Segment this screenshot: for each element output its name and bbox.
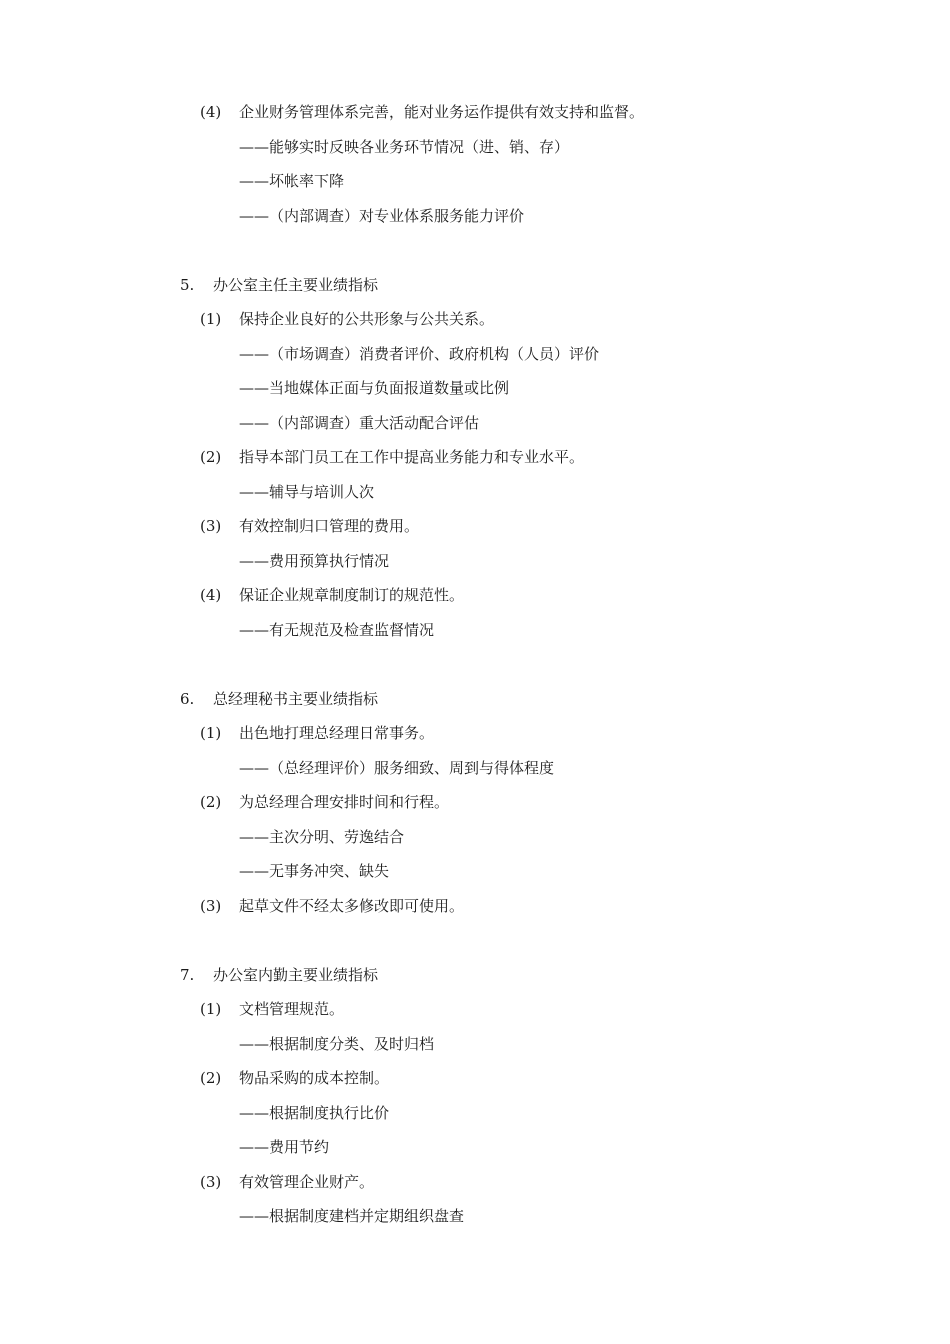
item-number: (2)	[200, 793, 222, 811]
item-number: (2)	[200, 448, 222, 466]
section-title: 办公室主任主要业绩指标	[213, 276, 379, 294]
sub-item: ——根据制度建档并定期组织盘查	[239, 1207, 465, 1225]
sub-item: ——费用预算执行情况	[239, 552, 390, 570]
section-number: 6.	[180, 690, 195, 708]
sub-item: ——能够实时反映各业务环节情况（进、销、存）	[239, 138, 570, 156]
sub-item: ——根据制度执行比价	[239, 1104, 390, 1122]
sub-item: ——主次分明、劳逸结合	[239, 828, 405, 846]
section-title: 办公室内勤主要业绩指标	[213, 966, 379, 984]
item-number: (3)	[200, 517, 222, 535]
sub-item: ——（内部调查）对专业体系服务能力评价	[239, 207, 525, 225]
item-number: (3)	[200, 1173, 222, 1191]
item-number: (4)	[200, 103, 222, 121]
sub-item: ——无事务冲突、缺失	[239, 862, 390, 880]
sub-item: ——坏帐率下降	[239, 172, 345, 190]
sub-item: ——当地媒体正面与负面报道数量或比例	[239, 379, 510, 397]
section-number: 7.	[180, 966, 195, 984]
sub-item: ——（总经理评价）服务细致、周到与得体程度	[239, 759, 555, 777]
item-text: 保持企业良好的公共形象与公共关系。	[239, 310, 495, 328]
item-text: 企业财务管理体系完善，能对业务运作提供有效支持和监督。	[239, 103, 645, 121]
item-text: 为总经理合理安排时间和行程。	[239, 793, 450, 811]
sub-item: ——根据制度分类、及时归档	[239, 1035, 435, 1053]
item-text: 出色地打理总经理日常事务。	[239, 724, 435, 742]
item-number: (1)	[200, 1000, 222, 1018]
sub-item: ——辅导与培训人次	[239, 483, 375, 501]
sub-item: ——（市场调查）消费者评价、政府机构（人员）评价	[239, 345, 600, 363]
item-text: 文档管理规范。	[239, 1000, 345, 1018]
sub-item: ——有无规范及检查监督情况	[239, 621, 435, 639]
item-text: 保证企业规章制度制订的规范性。	[239, 586, 465, 604]
item-number: (3)	[200, 897, 222, 915]
sub-item: ——（内部调查）重大活动配合评估	[239, 414, 480, 432]
item-text: 起草文件不经太多修改即可使用。	[239, 897, 465, 915]
item-number: (2)	[200, 1069, 222, 1087]
item-text: 有效控制归口管理的费用。	[239, 517, 420, 535]
section-number: 5.	[180, 276, 195, 294]
item-text: 物品采购的成本控制。	[239, 1069, 390, 1087]
item-number: (1)	[200, 310, 222, 328]
sub-item: ——费用节约	[239, 1138, 330, 1156]
item-text: 指导本部门员工在工作中提高业务能力和专业水平。	[239, 448, 585, 466]
item-number: (4)	[200, 586, 222, 604]
section-title: 总经理秘书主要业绩指标	[213, 690, 379, 708]
item-number: (1)	[200, 724, 222, 742]
item-text: 有效管理企业财产。	[239, 1173, 375, 1191]
